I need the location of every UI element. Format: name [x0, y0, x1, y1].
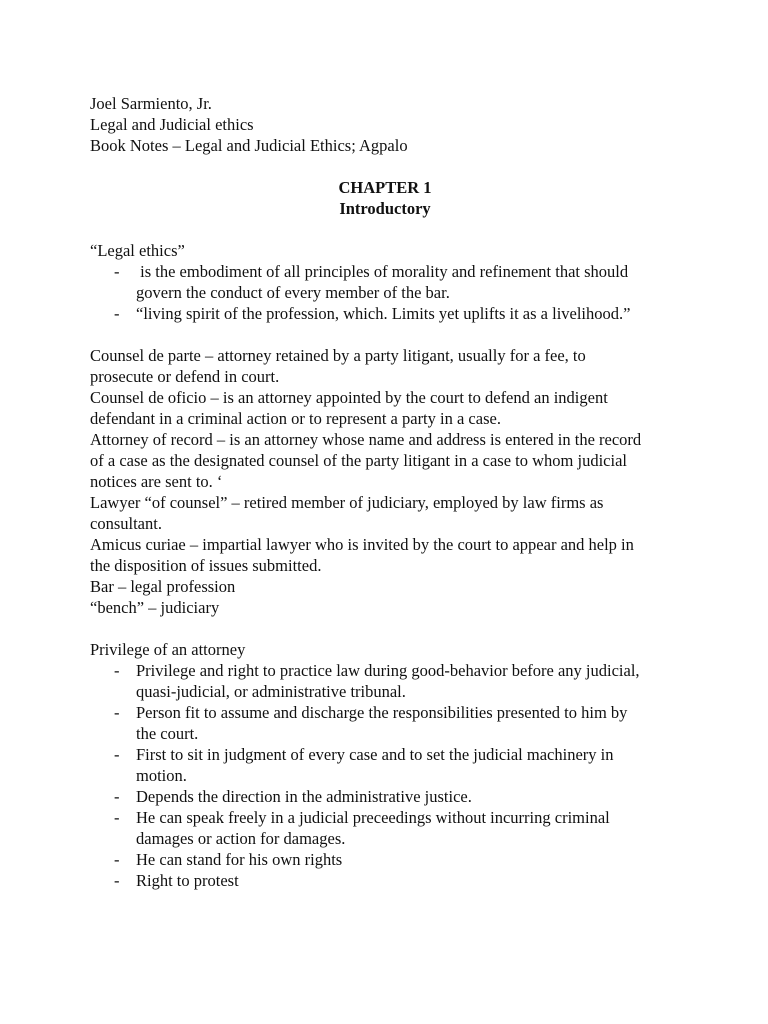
chapter-title: Introductory — [339, 199, 431, 218]
definition-line: Attorney of record – is an attorney whose name and address is entered in the record — [90, 430, 642, 449]
spacer — [90, 219, 690, 240]
definition-line: Amicus curiae – impartial lawyer who is invited by the court to appear and help in — [90, 535, 634, 554]
bullet-text-line: govern the conduct of every member of the bar. — [136, 283, 450, 302]
privilege-bullet — [90, 849, 690, 870]
bullet-text-line: Depends the direction in the administrative justice. — [136, 787, 472, 806]
course-title: Legal and Judicial ethics — [90, 115, 254, 134]
bullet-text-line: is the embodiment of all principles of morality and refinement that should — [136, 262, 629, 281]
definition-line: Counsel de parte – attorney retained by a party litigant, usually for a fee, to — [90, 346, 586, 365]
privilege-bullet — [90, 744, 690, 786]
bullet-text-line: First to sit in judgment of every case and to set the judicial machinery in — [136, 745, 614, 764]
bullet-text-line: “living spirit of the profession, which. Limits yet uplifts it as a livelihood.” — [136, 304, 631, 323]
bullet-text-line: motion. — [136, 766, 187, 785]
bullet-dash: - — [114, 304, 120, 323]
bullet-text-line: Person fit to assume and discharge the responsibilities presented to him by — [136, 703, 628, 722]
author-name: Joel Sarmiento, Jr. — [90, 94, 212, 113]
definition-line: consultant. — [90, 514, 162, 533]
bullet-dash: - — [114, 703, 120, 722]
definition-line: Bar – legal profession — [90, 577, 236, 596]
legal-ethics-bullet — [90, 261, 690, 303]
bullet-dash: - — [114, 745, 120, 764]
spacer — [90, 156, 690, 177]
definition-line: of a case as the designated counsel of the party litigant in a case to whom judicial — [90, 451, 627, 470]
bullet-dash: - — [114, 850, 120, 869]
bullet-text-line: the court. — [136, 724, 199, 743]
bullet-text-line: He can stand for his own rights — [136, 850, 343, 869]
legal-ethics-bullet — [90, 303, 690, 324]
chapter-number: CHAPTER 1 — [338, 178, 432, 197]
bullet-text-line: Right to protest — [136, 871, 239, 890]
document-body — [90, 93, 690, 891]
legal-ethics-heading: “Legal ethics” — [90, 241, 185, 260]
privilege-bullet — [90, 786, 690, 807]
privilege-bullet — [90, 660, 690, 702]
definition-line: prosecute or defend in court. — [90, 367, 280, 386]
privilege-heading: Privilege of an attorney — [90, 640, 246, 659]
definition-line: notices are sent to. ‘ — [90, 472, 223, 491]
definition-line: Counsel de oficio – is an attorney appointed by the court to defend an indigent — [90, 388, 608, 407]
definition-line: “bench” – judiciary — [90, 598, 220, 617]
source-reference: Book Notes – Legal and Judicial Ethics; Agpalo — [90, 136, 408, 155]
bullet-text-line: Privilege and right to practice law during good-behavior before any judicial, — [136, 661, 640, 680]
bullet-text-line: quasi-judicial, or administrative tribunal. — [136, 682, 406, 701]
bullet-dash: - — [114, 262, 120, 281]
spacer — [90, 618, 690, 639]
bullet-dash: - — [114, 808, 120, 827]
definition-line: defendant in a criminal action or to represent a party in a case. — [90, 409, 501, 428]
bullet-dash: - — [114, 871, 120, 890]
bullet-text-line: damages or action for damages. — [136, 829, 346, 848]
bullet-dash: - — [114, 787, 120, 806]
privilege-bullet — [90, 870, 690, 891]
bullet-text-line: He can speak freely in a judicial preceedings without incurring criminal — [136, 808, 610, 827]
definition-line: the disposition of issues submitted. — [90, 556, 322, 575]
privilege-bullet — [90, 702, 690, 744]
spacer — [90, 324, 690, 345]
privilege-bullet — [90, 807, 690, 849]
bullet-dash: - — [114, 661, 120, 680]
definition-line: Lawyer “of counsel” – retired member of judiciary, employed by law firms as — [90, 493, 604, 512]
